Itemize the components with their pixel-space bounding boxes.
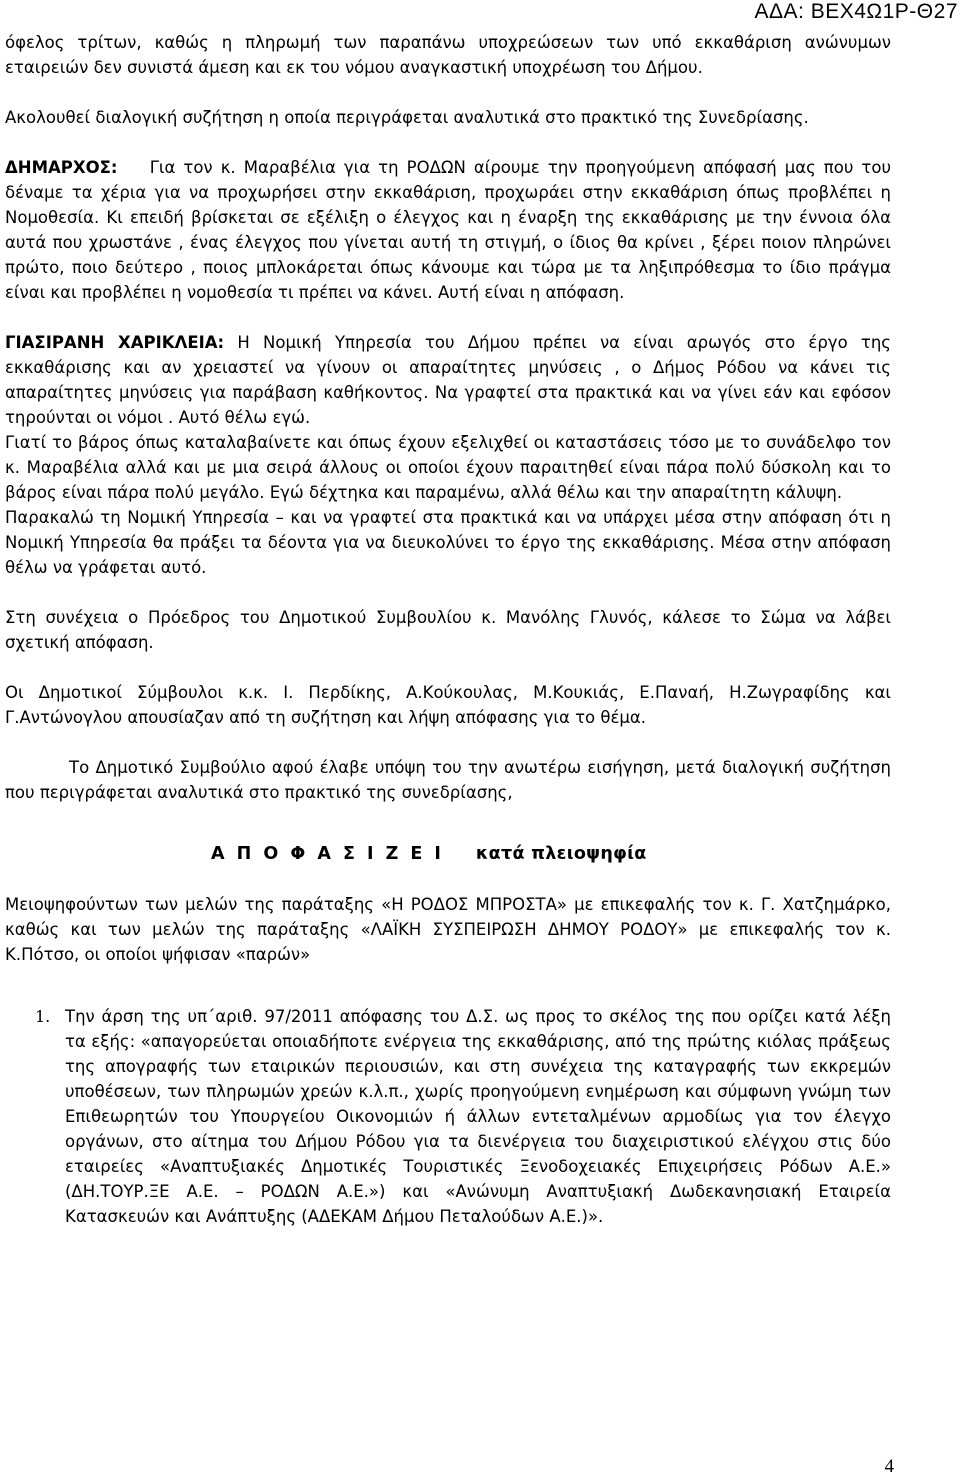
list-item-number: 1. bbox=[35, 1007, 51, 1026]
decision-spaced: Α Π Ο Φ Α Σ Ι Ζ Ε Ι bbox=[211, 844, 444, 864]
decision-majority: κατά πλειοψηφία bbox=[475, 844, 647, 864]
paragraph-burden: Γιατί το βάρος όπως καταλαβαίνετε και όπως έχουν εξελιχθεί οι καταστάσεις τόσο με το συνάδελφο τον κ. Μαραβέλια αλλά και με μια σειρά άλλους οι οποίοι έχουν παραιτηθεί είναι πάρα πολύ δύσκολη και το βάρος είναι πάρα πολύ μεγάλο. Εγώ δέχτηκα και παραμένω, αλλά θέλω και την απαραίτητη κάλυψη. bbox=[5, 433, 891, 502]
list-item bbox=[5, 1004, 891, 1229]
paragraph-giasirani bbox=[5, 330, 891, 430]
paragraph-legal-service: Παρακαλώ τη Νομική Υπηρεσία – και να γραφτεί στα πρακτικά και να υπάρχει μέσα στην απόφαση ότι η Νομική Υπηρεσία θα πράξει τα δέοντα για να διευκολύνει το έργο της εκκαθάρισης. Μέσα στην απόφαση θέλω να γράφεται αυτό. bbox=[5, 508, 891, 577]
giasirani-text: Η Νομική Υπηρεσία του Δήμου πρέπει να είναι αρωγός στο έργο της εκκαθάρισης και αν χρειαστεί να γίνουν οι απαραίτητες μηνύσεις , ο Δήμος Ρόδου να κάνει τις απαραίτητες μηνύσεις για παράβαση καθήκοντος. Να γραφτεί στα πρακτικά και να γίνει εάν και εφόσον τηρούνται οι νόμοι . Αυτό θέλω εγώ. bbox=[5, 333, 891, 427]
speaker-mayor: ΔΗΜΑΡΧΟΣ: bbox=[5, 158, 118, 177]
speaker-giasirani: ΓΙΑΣΙΡΑΝΗ ΧΑΡΙΚΛΕΙΑ: bbox=[5, 333, 225, 352]
page-number: 4 bbox=[884, 1456, 894, 1477]
paragraph-discussion: Ακολουθεί διαλογική συζήτηση η οποία περιγράφεται αναλυτικά στο πρακτικό της Συνεδρίασης. bbox=[5, 108, 809, 127]
list-item-text: Την άρση της υπ΄αριθ. 97/2011 απόφασης του Δ.Σ. ως προς το σκέλος της που ορίζει κατά λέξη τα εξής: «απαγορεύεται οποιαδήποτε ενέργεια της εκκαθάρισης, από της πρώτης κιόλας πράξεως της απογραφής των εταιρικών περιουσιών, και στη συνέχεια της καταγραφής των εκκρεμών υποθέσεων, των πληρωμών χρεών κ.λ.π., χωρίς προηγούμενη ενημέρωση και σύμφωνη γνώμη των Επιθεωρητών του Υπουργείου Οικονομιών ή άλλων εντεταλμένων αρμοδίως για τον έλεγχο οργάνων, στο αίτημα του Δήμου Ρόδου για τα διενέργεια του διαχειριστικού ελέγχου στις δύο εταιρείες «Αναπτυξιακές Δημοτικές Τουριστικές Ξενοδοχειακές Επιχειρήσεις Ρόδων Α.Ε.» (ΔΗ.ΤΟΥΡ.ΞΕ Α.Ε. – ΡΟΔΩΝ Α.Ε.») και «Ανώνυμη Αναπτυξιακή Δωδεκανησιακή Εταιρεία Κατασκευών και Ανάπτυξης (ΑΔΕΚΑΜ Δήμου Πεταλούδων Α.Ε.)». bbox=[65, 1007, 891, 1226]
paragraph-continuation: όφελος τρίτων, καθώς η πληρωμή των παραπάνω υποχρεώσεων των υπό εκκαθάριση ανώνυμων εταιρειών δεν συνιστά άμεση και εκ του νόμου αναγκαστική υποχρέωση του Δήμου. bbox=[5, 33, 891, 77]
paragraph-mayor bbox=[5, 155, 891, 305]
paragraph-minority: Μειοψηφούντων των μελών της παράταξης «Η ΡΟΔΟΣ ΜΠΡΟΣΤΑ» με επικεφαλής τον κ. Γ. Χατζημάρκο, καθώς και των μελών της παράταξης «ΛΑΪΚΗ ΣΥΣΠΕΙΡΩΣΗ ΔΗΜΟΥ ΡΟΔΟΥ» με επικεφαλής τον κ. Κ.Πότσο, οι οποίοι ψήφισαν «παρών» bbox=[5, 895, 891, 964]
mayor-text: Για τον κ. Μαραβέλια για τη ΡΟΔΩΝ αίρουμε την προηγούμενη απόφασή μας που του δέναμε τα χέρια για να προχωρήσει στην εκκαθάριση, προχωράει στην εκκαθάριση όπως προβλέπει η Νομοθεσία. Κι επειδή βρίσκεται σε εξέλιξη ο έλεγχος και η έναρξη της εκκαθάρισης με την έννοια όλα αυτά που χρωστάνε , ένας έλεγχος που γίνεται αυτή τη στιγμή, ο ίδιος θα κρίνει , ξέρει ποιον πληρώνει πρώτο, ποιο δεύτερο , ποιος μπλοκάρεται όπως κάνουμε και τώρα με τα ληξιπρόθεσμα το ίδιο πράγμα είναι και προβλέπει η νομοθεσία τι πρέπει να κάνει. Αυτή είναι η απόφαση. bbox=[5, 158, 892, 302]
decision-title bbox=[5, 842, 891, 867]
paragraph-absent-councillors: Οι Δημοτικοί Σύμβουλοι κ.κ. Ι. Περδίκης, Α.Κούκουλας, Μ.Κουκιάς, Ε.Παναή, Η.Ζωγραφίδης και Γ.Αντώνογλου απουσίαζαν από τη συζήτηση και λήψη απόφασης για το θέμα. bbox=[5, 683, 891, 727]
document-body bbox=[5, 30, 891, 1229]
paragraph-council: Το Δημοτικό Συμβούλιο αφού έλαβε υπόψη του την ανωτέρω εισήγηση, μετά διαλογική συζήτηση που περιγράφεται αναλυτικά στο πρακτικό της συνεδρίασης, bbox=[5, 758, 891, 802]
paragraph-president: Στη συνέχεια ο Πρόεδρος του Δημοτικού Συμβουλίου κ. Μανόλης Γλυνός, κάλεσε το Σώμα να λάβει σχετική απόφαση. bbox=[5, 608, 891, 652]
ada-code: ΑΔΑ: ΒΕΧ4Ω1Ρ-Θ27 bbox=[754, 0, 958, 23]
